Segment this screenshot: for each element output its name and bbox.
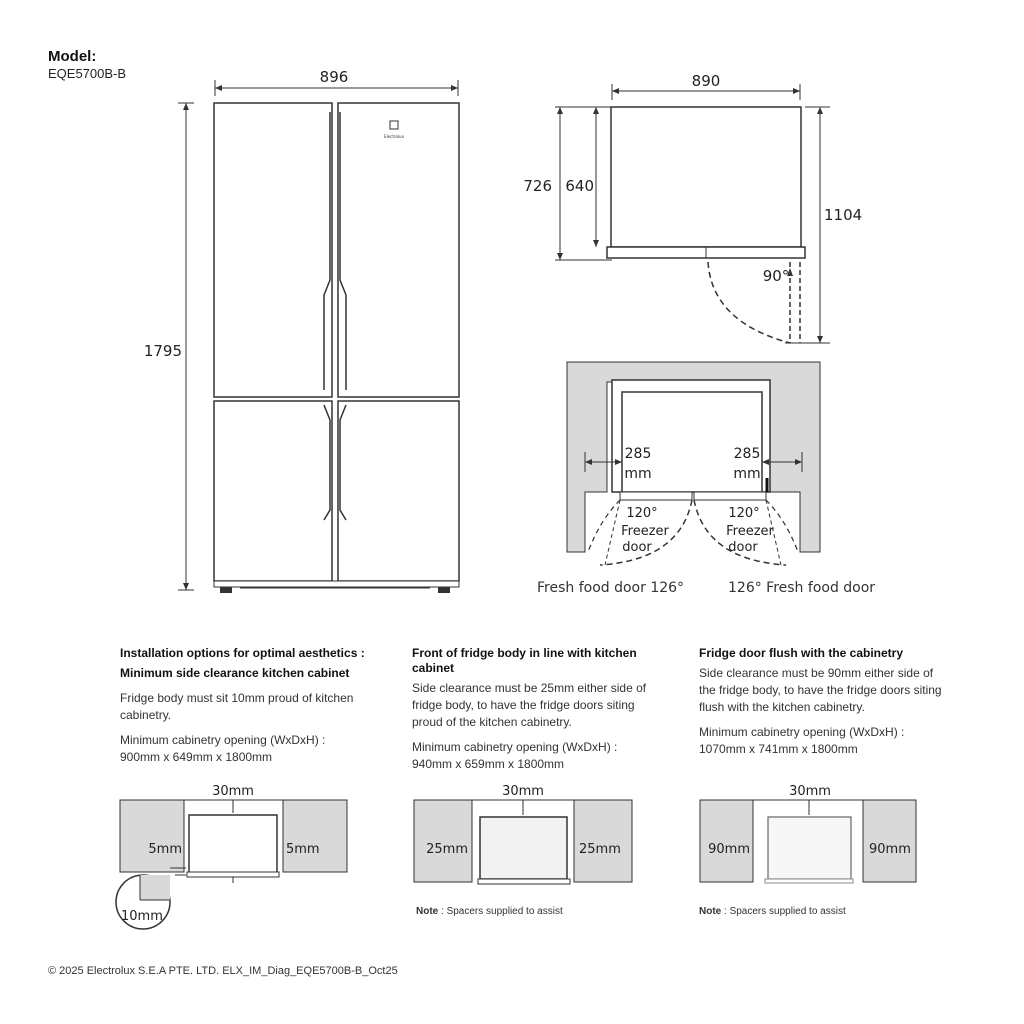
- depth-label-640: 640: [565, 177, 594, 195]
- col2-top-label: 30mm: [502, 784, 544, 799]
- col3-opening-value: 1070mm x 741mm x 1800mm: [699, 742, 858, 756]
- depth-label-726: 726: [523, 177, 552, 195]
- install-option-2: [412, 646, 662, 773]
- cabinet-diagram-1: [116, 784, 347, 929]
- col1-body: Fridge body must sit 10mm proud of kitchen cabinetry.: [120, 691, 354, 722]
- left-freezer-label: Freezer: [621, 524, 669, 539]
- cabinet-diagram-2: [414, 784, 632, 884]
- col3-note: [699, 906, 846, 917]
- model-title: Model:: [48, 48, 97, 65]
- col1-heading: Installation options for optimal aesthetics :: [120, 646, 365, 660]
- col2-note-text: : Spacers supplied to assist: [438, 906, 563, 917]
- left-clearance-value: 285: [624, 446, 652, 462]
- right-door-caption: 126° Fresh food door: [728, 580, 876, 596]
- col1-detail-label: 10mm: [121, 909, 163, 924]
- fridge-upper-right-door: [338, 103, 459, 397]
- col3-left-label: 90mm: [708, 842, 750, 857]
- install-option-1: [120, 646, 380, 766]
- col3-heading: Fridge door flush with the cabinetry: [699, 646, 904, 660]
- col3-top-label: 30mm: [789, 784, 831, 799]
- front-height-label: 1795: [143, 342, 182, 360]
- col1-opening-value: 900mm x 649mm x 1800mm: [120, 750, 273, 764]
- col2-body: Side clearance must be 25mm either side of fridge body, to have the fridge doors siting proud of the kitchen cabinetry.: [412, 681, 647, 729]
- right-clearance-unit: mm: [733, 466, 761, 482]
- col3-note-text: : Spacers supplied to assist: [721, 906, 846, 917]
- angle-90-label: 90°: [762, 267, 790, 285]
- right-door-label: door: [728, 540, 758, 555]
- freezer-lower-left-door: [214, 401, 332, 581]
- cabinet-diagram-3: [700, 784, 916, 883]
- col1-right-label: 5mm: [286, 842, 320, 857]
- open-depth-label: 1104: [824, 206, 863, 224]
- left-clearance-unit: mm: [624, 466, 652, 482]
- col3-opening-label: Minimum cabinetry opening (WxDxH) :: [699, 725, 905, 739]
- col1-subheading: Minimum side clearance kitchen cabinet: [120, 666, 350, 680]
- col1-opening-label: Minimum cabinetry opening (WxDxH) :: [120, 733, 326, 747]
- fridge-top-outline: [611, 107, 801, 247]
- model-code: EQE5700B-B: [48, 66, 127, 81]
- left-door-caption: Fresh food door 126°: [537, 580, 685, 596]
- col2-right-label: 25mm: [579, 842, 621, 857]
- col1-left-label: 5mm: [148, 842, 182, 857]
- col3-body: Side clearance must be 90mm either side of the fridge body, to have the fridge doors siting flush with the kitchen cabinetry.: [699, 666, 942, 714]
- col2-note: [416, 906, 563, 917]
- footer-copyright: © 2025 Electrolux S.E.A PTE. LTD. ELX_IM_Diag_EQE5700B-B_Oct25: [48, 965, 398, 977]
- install-option-3: [699, 646, 949, 758]
- right-clearance-value: 285: [733, 446, 761, 462]
- logo-text: Electrolux: [384, 134, 404, 139]
- fridge-upper-left-door: [214, 103, 332, 397]
- side-width-label: 890: [691, 72, 721, 90]
- right-freezer-angle: 120°: [728, 506, 760, 521]
- col3-right-label: 90mm: [869, 842, 911, 857]
- right-freezer-label: Freezer: [726, 524, 774, 539]
- freezer-lower-right-door: [338, 401, 459, 581]
- col1-top-label: 30mm: [212, 784, 254, 799]
- col3-note-bold: Note: [699, 906, 722, 917]
- col2-opening-value: 940mm x 659mm x 1800mm: [412, 757, 565, 771]
- left-freezer-angle: 120°: [626, 506, 658, 521]
- col2-heading: Front of fridge body in line with kitchen cabinet: [412, 646, 637, 675]
- left-door-label: door: [622, 540, 652, 555]
- front-width-label: 896: [319, 68, 349, 86]
- col2-opening-label: Minimum cabinetry opening (WxDxH) :: [412, 740, 618, 754]
- col2-note-bold: Note: [416, 906, 439, 917]
- col2-left-label: 25mm: [426, 842, 468, 857]
